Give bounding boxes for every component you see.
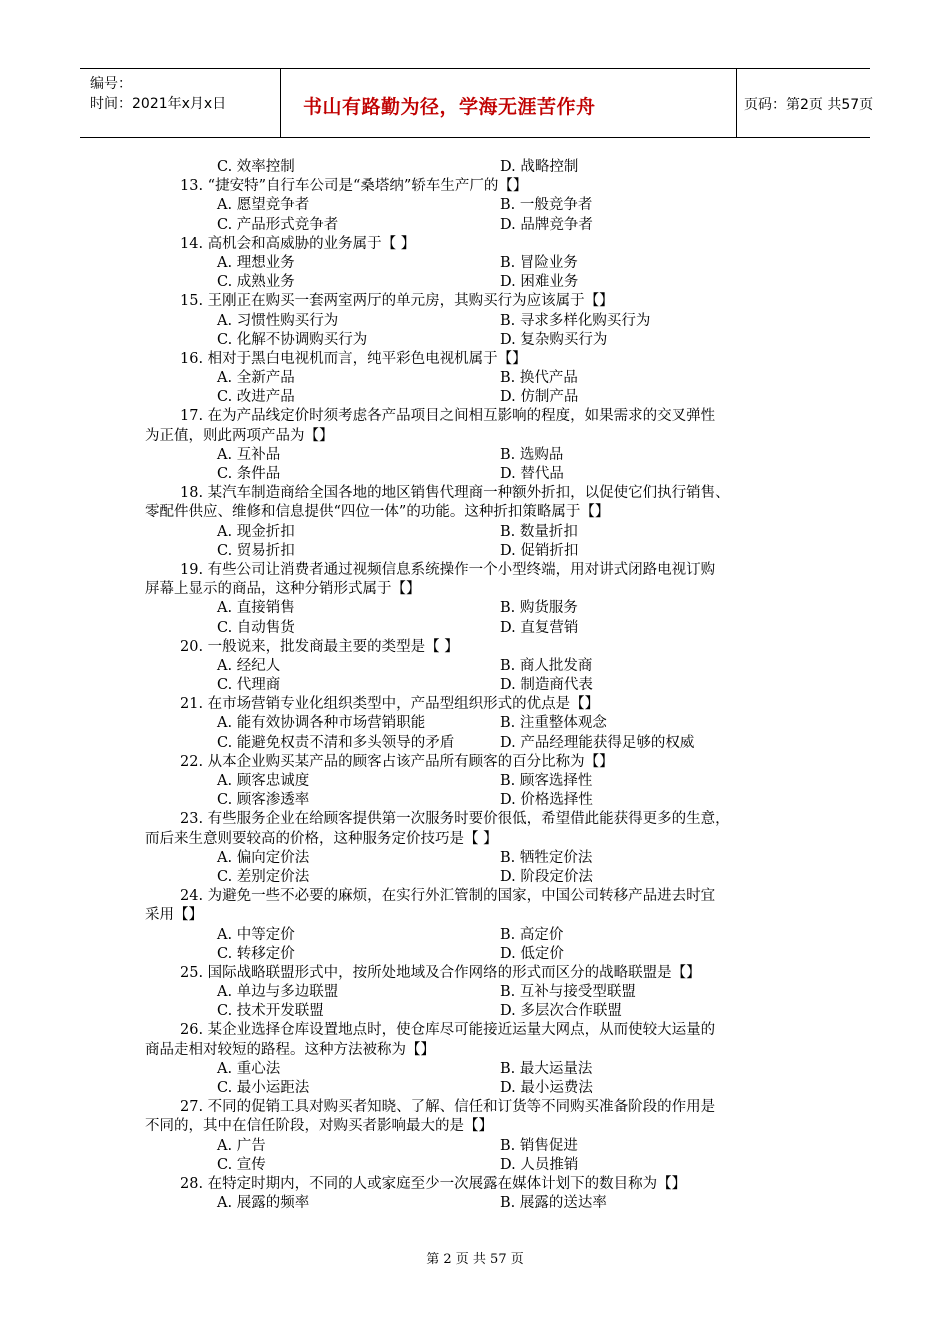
option: B. 寻求多样化购买行为 — [500, 312, 651, 329]
option: A. 习惯性购买行为 — [217, 312, 339, 329]
option: D. 战略控制 — [500, 159, 579, 175]
question-stem-continuation: 采用【】 — [145, 907, 203, 924]
question-stem: 27. 不同的促销工具对购买者知晓、了解、信任和订货等不同购买准备阶段的作用是 — [180, 1099, 716, 1116]
header-page-cell — [736, 69, 874, 137]
option: C. 差别定价法 — [217, 868, 310, 885]
question-stem: 20. 一般说来，批发商最主要的类型是【 】 — [180, 638, 459, 655]
option-row — [145, 465, 805, 484]
option: D. 仿制产品 — [500, 389, 579, 406]
option: D. 促销折扣 — [500, 542, 579, 559]
option: A. 单边与多边联盟 — [217, 984, 339, 1001]
option: C. 最小运距法 — [217, 1080, 310, 1096]
option-row — [145, 254, 805, 273]
option: B. 注重整体观念 — [500, 715, 607, 732]
header-motto-cell — [280, 69, 737, 137]
question-stem-continuation: 为正值，则此两项产品为【】 — [145, 427, 334, 444]
option: A. 愿望竞争者 — [217, 197, 310, 214]
option: C. 成熟业务 — [217, 274, 295, 291]
option-row — [145, 542, 805, 561]
option: A. 展露的频率 — [217, 1195, 310, 1212]
question-stem: 28. 在特定时期内，不同的人或家庭至少一次展露在媒体计划下的数目称为【】 — [180, 1175, 687, 1192]
option-row — [145, 1156, 805, 1175]
option-row — [145, 657, 805, 676]
question-list — [145, 158, 805, 1213]
page-code: 页码：第2页 共57页 — [744, 97, 874, 113]
option: B. 选购品 — [500, 446, 564, 463]
option: C. 转移定价 — [217, 945, 295, 962]
question-stem-continuation: 屏幕上显示的商品，这种分销形式属于【】 — [145, 581, 421, 598]
option: A. 重心法 — [217, 1060, 281, 1077]
option: C. 贸易折扣 — [217, 542, 295, 559]
option: D. 复杂购买行为 — [500, 331, 608, 348]
header-info-cell — [80, 69, 280, 137]
option-row — [145, 388, 805, 407]
option: B. 购货服务 — [500, 600, 578, 617]
option-row — [145, 196, 805, 215]
number-label: 编号： — [90, 76, 132, 92]
option: C. 效率控制 — [217, 159, 295, 175]
option: C. 技术开发联盟 — [217, 1003, 324, 1020]
option: A. 理想业务 — [217, 254, 295, 271]
option: C. 自动售货 — [217, 619, 295, 636]
question-stem: 15. 王刚正在购买一套两室两厅的单元房，其购买行为应该属于【】 — [180, 293, 614, 310]
option-row — [145, 446, 805, 465]
option: D. 最小运费法 — [500, 1080, 593, 1096]
option: A. 现金折扣 — [217, 523, 295, 540]
option-row — [145, 791, 805, 810]
question-stem-continuation: 零配件供应、维修和信息提供“四位一体”的功能。这种折扣策略属于【】 — [145, 504, 610, 521]
question-stem: 23. 有些服务企业在给顾客提供第一次服务时要价很低，希望借此能获得更多的生意， — [180, 811, 730, 828]
option: D. 人员推销 — [500, 1156, 579, 1173]
option-row — [145, 945, 805, 964]
option: B. 换代产品 — [500, 370, 578, 387]
option-row — [145, 1002, 805, 1021]
option: B. 展露的送达率 — [500, 1195, 607, 1212]
option: A. 广告 — [217, 1137, 266, 1154]
option-row — [145, 983, 805, 1002]
option-row — [145, 714, 805, 733]
question-stem: 17. 在为产品线定价时须考虑各产品项目之间相互影响的程度，如果需求的交叉弹性 — [180, 408, 716, 425]
option-row — [145, 523, 805, 542]
option: D. 制造商代表 — [500, 677, 593, 694]
option-row — [145, 1060, 805, 1079]
option: A. 顾客忠诚度 — [217, 773, 310, 789]
question-stem: 19. 有些公司让消费者通过视频信息系统操作一个小型终端，用对讲式闭路电视订购 — [180, 561, 716, 578]
option-row — [145, 331, 805, 350]
option: C. 顾客渗透率 — [217, 792, 310, 809]
option: B. 高定价 — [500, 926, 564, 943]
page-header — [80, 68, 874, 138]
question-stem: 22. 从本企业购买某产品的顾客占该产品所有顾客的百分比称为【】 — [180, 753, 614, 770]
option-row — [145, 1137, 805, 1156]
option: D. 产品经理能获得足够的权威 — [500, 734, 695, 751]
option-row — [145, 926, 805, 945]
option: D. 直复营销 — [500, 619, 579, 636]
option: D. 困难业务 — [500, 274, 579, 291]
option: D. 品牌竞争者 — [500, 216, 593, 233]
option-row — [145, 599, 805, 618]
option: C. 产品形式竞争者 — [217, 216, 339, 233]
option-row — [145, 849, 805, 868]
question-stem-continuation: 不同的，其中在信任阶段，对购买者影响最大的是【】 — [145, 1118, 493, 1135]
option: C. 能避免权责不清和多头领导的矛盾 — [217, 734, 455, 751]
option: B. 冒险业务 — [500, 254, 578, 271]
question-stem: 25. 国际战略联盟形式中，按所处地域及合作网络的形式而区分的战略联盟是【】 — [180, 964, 701, 981]
page-footer: 第 2 页 共 57 页 — [426, 1252, 524, 1267]
option-row — [145, 772, 805, 791]
question-stem: 14. 高机会和高威胁的业务属于【 】 — [180, 235, 416, 252]
option-row — [145, 158, 805, 177]
option-row — [145, 734, 805, 753]
option-row — [145, 216, 805, 235]
option: C. 化解不协调购买行为 — [217, 331, 368, 348]
option: C. 改进产品 — [217, 389, 295, 406]
option-row — [145, 369, 805, 388]
option-row — [145, 1079, 805, 1098]
option: D. 低定价 — [500, 945, 564, 962]
option: B. 销售促进 — [500, 1137, 578, 1154]
option: B. 牺牲定价法 — [500, 849, 593, 866]
option: D. 价格选择性 — [500, 792, 593, 809]
option-row — [145, 273, 805, 292]
option: D. 阶段定价法 — [500, 868, 593, 885]
option: A. 全新产品 — [217, 370, 295, 387]
option: C. 条件品 — [217, 466, 281, 482]
option: C. 宣传 — [217, 1156, 266, 1173]
question-stem: 13. “捷安特”自行车公司是“桑塔纳”轿车生产厂的【】 — [180, 178, 528, 195]
question-stem: 21. 在市场营销专业化组织类型中，产品型组织形式的优点是【】 — [180, 696, 600, 713]
option: A. 直接销售 — [217, 600, 295, 617]
option: A. 中等定价 — [217, 926, 295, 943]
option: B. 商人批发商 — [500, 657, 593, 674]
option: A. 经纪人 — [217, 657, 281, 674]
option: B. 互补与接受型联盟 — [500, 984, 636, 1001]
option-row — [145, 619, 805, 638]
option-row — [145, 1194, 805, 1213]
option: A. 能有效协调各种市场营销职能 — [217, 715, 426, 732]
option: B. 最大运量法 — [500, 1060, 593, 1077]
option: B. 一般竞争者 — [500, 197, 593, 214]
motto: 书山有路勤为径，学海无涯苦作舟 — [303, 96, 596, 118]
option-row — [145, 676, 805, 695]
option: B. 顾客选择性 — [500, 773, 593, 789]
question-stem-continuation: 而后来生意则要较高的价格，这种服务定价技巧是【 】 — [145, 830, 498, 847]
option-row — [145, 868, 805, 887]
question-stem: 16. 相对于黑白电视机而言，纯平彩色电视机属于【】 — [180, 350, 527, 367]
question-stem: 26. 某企业选择仓库设置地点时，使仓库尽可能接近运量大网点，从而使较大运量的 — [180, 1022, 716, 1039]
option-row — [145, 312, 805, 331]
option: D. 多层次合作联盟 — [500, 1003, 622, 1020]
option: B. 数量折扣 — [500, 523, 578, 540]
option: A. 互补品 — [217, 446, 281, 463]
time-label: 时间：2021年x月x日 — [90, 96, 227, 112]
option: A. 偏向定价法 — [217, 849, 310, 866]
option: D. 替代品 — [500, 466, 564, 482]
question-stem-continuation: 商品走相对较短的路程。这种方法被称为【】 — [145, 1041, 435, 1058]
option: C. 代理商 — [217, 677, 281, 694]
question-stem: 18. 某汽车制造商给全国各地的地区销售代理商一种额外折扣，以促使它们执行销售、 — [180, 485, 730, 502]
question-stem: 24. 为避免一些不必要的麻烦，在实行外汇管制的国家，中国公司转移产品进去时宜 — [180, 888, 716, 905]
